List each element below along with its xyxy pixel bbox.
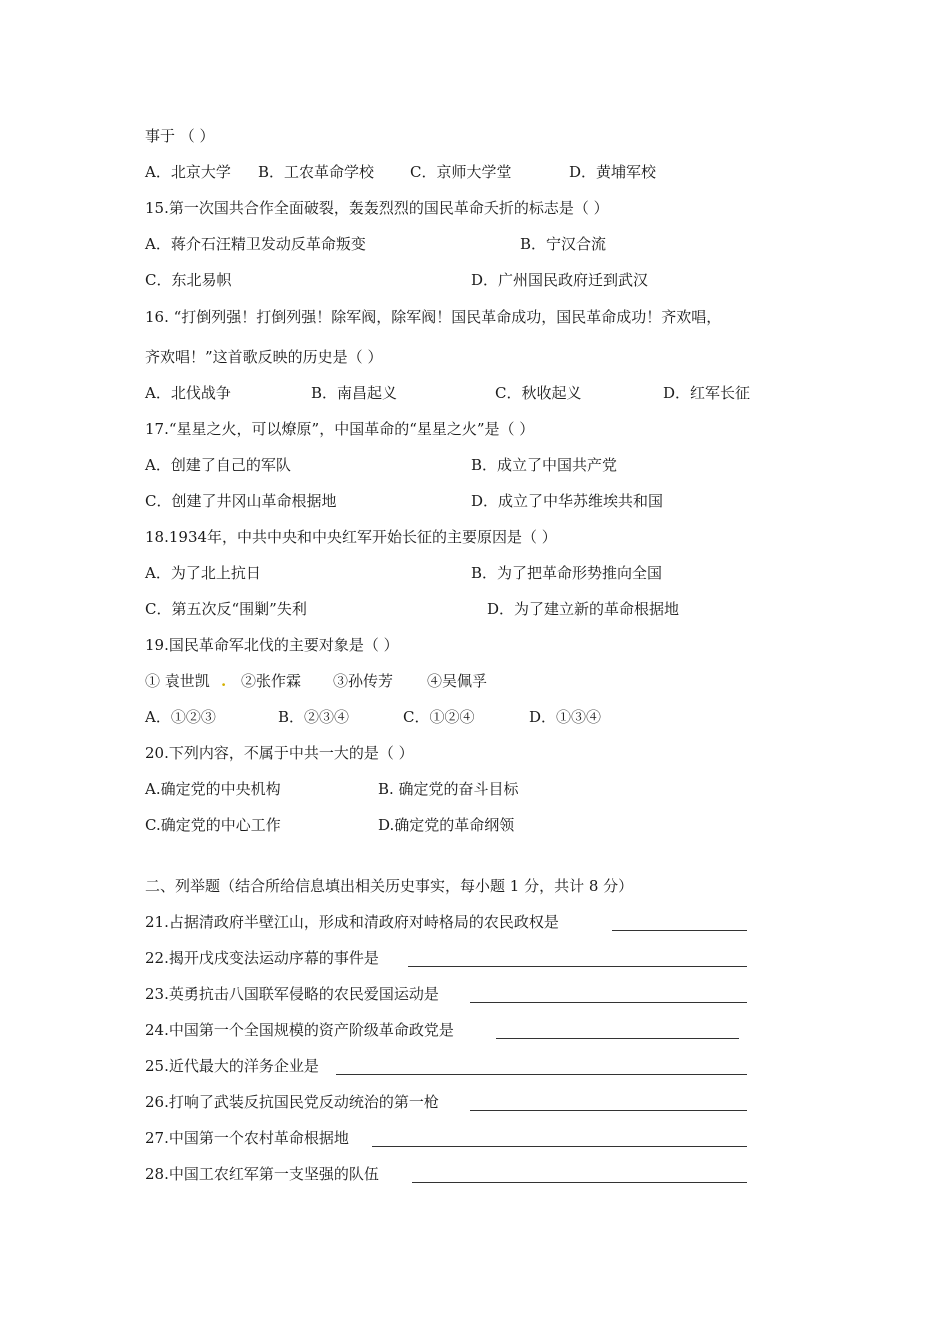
q20-option-d: D.确定党的革命纲领 (378, 816, 515, 834)
q18-option-c: C．第五次反“围剿”失利 (145, 600, 307, 618)
q17-option-a: A．创建了自己的军队 (145, 456, 291, 474)
q23-answer-blank[interactable] (470, 1002, 747, 1003)
q27-stem: 27.中国第一个农村革命根据地 (145, 1129, 349, 1147)
q19-item-3: ③孙传芳 (333, 672, 394, 690)
q22-stem: 22.揭开戊戌变法运动序幕的事件是 (145, 949, 379, 967)
q24-answer-blank[interactable] (496, 1038, 739, 1039)
q20-option-c: C.确定党的中心工作 (145, 816, 281, 834)
q15-option-b: B．宁汉合流 (520, 235, 607, 253)
q21-answer-blank[interactable] (612, 930, 747, 931)
q20-option-b: B. 确定党的奋斗目标 (378, 780, 519, 798)
q17-stem: 17.“星星之火，可以燎原”，中国革命的“星星之火”是（ ） (145, 420, 535, 438)
q14-tail: 事于 （ ） (145, 127, 215, 145)
q19-item-1: ① 袁世凯 (145, 672, 210, 690)
q16-option-b: B．南昌起义 (311, 384, 398, 402)
q14-option-b: B．工农革命学校 (258, 163, 375, 181)
q14-option-d: D．黄埔军校 (569, 163, 657, 181)
q24-stem: 24.中国第一个全国规模的资产阶级革命政党是 (145, 1021, 454, 1039)
q19-stem: 19.国民革命军北伐的主要对象是（ ） (145, 636, 399, 654)
q19-item-2: ②张作霖 (241, 672, 302, 690)
q17-option-d: D．成立了中华苏维埃共和国 (471, 492, 664, 510)
q15-option-d: D．广州国民政府迁到武汉 (471, 271, 649, 289)
section-heading: 二、列举题（结合所给信息填出相关历史事实，每小题 1 分，共计 8 分） (145, 877, 634, 895)
q20-stem: 20.下列内容，不属于中共一大的是（ ） (145, 744, 414, 762)
q23-stem: 23.英勇抗击八国联军侵略的农民爱国运动是 (145, 985, 439, 1003)
q19-item-4: ④吴佩孚 (427, 672, 488, 690)
q15-option-c: C．东北易帜 (145, 271, 232, 289)
q16-option-d: D．红军长征 (663, 384, 751, 402)
q15-option-a: A．蒋介石汪精卫发动反革命叛变 (145, 235, 366, 253)
q18-option-d: D．为了建立新的革命根据地 (487, 600, 680, 618)
q16-option-c: C．秋收起义 (495, 384, 582, 402)
q28-stem: 28.中国工农红军第一支坚强的队伍 (145, 1165, 379, 1183)
q17-option-b: B．成立了中国共产党 (471, 456, 618, 474)
q19-option-a: A．①②③ (145, 708, 216, 726)
q26-answer-blank[interactable] (470, 1110, 747, 1111)
q17-option-c: C．创建了井冈山革命根据地 (145, 492, 337, 510)
q14-option-a: A．北京大学 (145, 163, 231, 181)
q27-answer-blank[interactable] (372, 1146, 747, 1147)
q14-option-c: C．京师大学堂 (410, 163, 512, 181)
q21-stem: 21.占据清政府半壁江山，形成和清政府对峙格局的农民政权是 (145, 913, 559, 931)
q19-option-d: D．①③④ (529, 708, 602, 726)
q18-option-b: B．为了把革命形势推向全国 (471, 564, 663, 582)
q19-option-b: B．②③④ (278, 708, 350, 726)
q15-stem: 15.第一次国共合作全面破裂，轰轰烈烈的国民革命夭折的标志是（ ） (145, 199, 609, 217)
q16-stem-line2: 齐欢唱！”这首歌反映的历史是（ ） (145, 348, 383, 366)
dot-mark-icon: . (221, 672, 227, 690)
q26-stem: 26.打响了武装反抗国民党反动统治的第一枪 (145, 1093, 439, 1111)
q18-stem: 18.1934年，中共中央和中央红军开始长征的主要原因是（ ） (145, 528, 557, 546)
q18-option-a: A．为了北上抗日 (145, 564, 261, 582)
q20-option-a: A.确定党的中央机构 (145, 780, 281, 798)
q22-answer-blank[interactable] (408, 966, 747, 967)
q16-option-a: A．北伐战争 (145, 384, 231, 402)
q16-stem-line1: 16. “打倒列强！打倒列强！除军阀，除军阀！国民革命成功，国民革命成功！齐欢唱， (145, 308, 722, 326)
q25-stem: 25.近代最大的洋务企业是 (145, 1057, 319, 1075)
q19-option-c: C．①②④ (403, 708, 475, 726)
q28-answer-blank[interactable] (412, 1182, 747, 1183)
q25-answer-blank[interactable] (336, 1074, 747, 1075)
